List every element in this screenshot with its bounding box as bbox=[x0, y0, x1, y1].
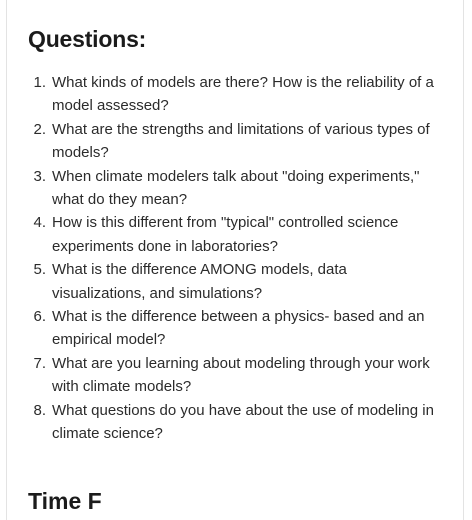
list-item-text: How is this different from "typical" controlled science experiments done in laboratories? bbox=[52, 214, 399, 255]
list-item-number: 5. bbox=[33, 261, 46, 279]
list-item-number: 6. bbox=[33, 308, 46, 326]
list-item-number: 2. bbox=[33, 120, 46, 138]
questions-list bbox=[24, 71, 444, 446]
questions-heading: Questions: bbox=[28, 26, 147, 52]
list-item-text: What kinds of models are there? How is the reliability of a model assessed? bbox=[52, 74, 434, 115]
list-item-text: What questions do you have about the use of modeling in climate science? bbox=[52, 401, 434, 443]
list-item bbox=[24, 211, 444, 258]
list-item bbox=[24, 305, 444, 352]
list-item-number: 8. bbox=[33, 401, 46, 419]
list-item-text: What are you learning about modeling through your work with climate models? bbox=[52, 354, 430, 396]
list-item-number: 7. bbox=[33, 354, 46, 372]
list-item bbox=[24, 258, 444, 305]
list-item bbox=[24, 71, 444, 118]
list-item-number: 3. bbox=[33, 167, 46, 185]
list-item-number: 4. bbox=[33, 214, 46, 232]
list-item-text: What is the difference between a physics- based and an empirical model? bbox=[52, 308, 425, 349]
list-item-text: What are the strengths and limitations of various types of models? bbox=[52, 120, 430, 162]
list-item bbox=[24, 165, 444, 212]
list-item bbox=[24, 352, 444, 399]
list-item-text: When climate modelers talk about "doing experiments," what do they mean? bbox=[52, 167, 420, 209]
list-item bbox=[24, 118, 444, 165]
list-item-number: 1. bbox=[33, 74, 46, 91]
content-card bbox=[6, 0, 464, 520]
list-item bbox=[24, 399, 444, 446]
list-item-text: What is the difference AMONG models, data visualizations, and simulations? bbox=[52, 261, 347, 302]
next-section-heading: Time F bbox=[28, 488, 102, 514]
